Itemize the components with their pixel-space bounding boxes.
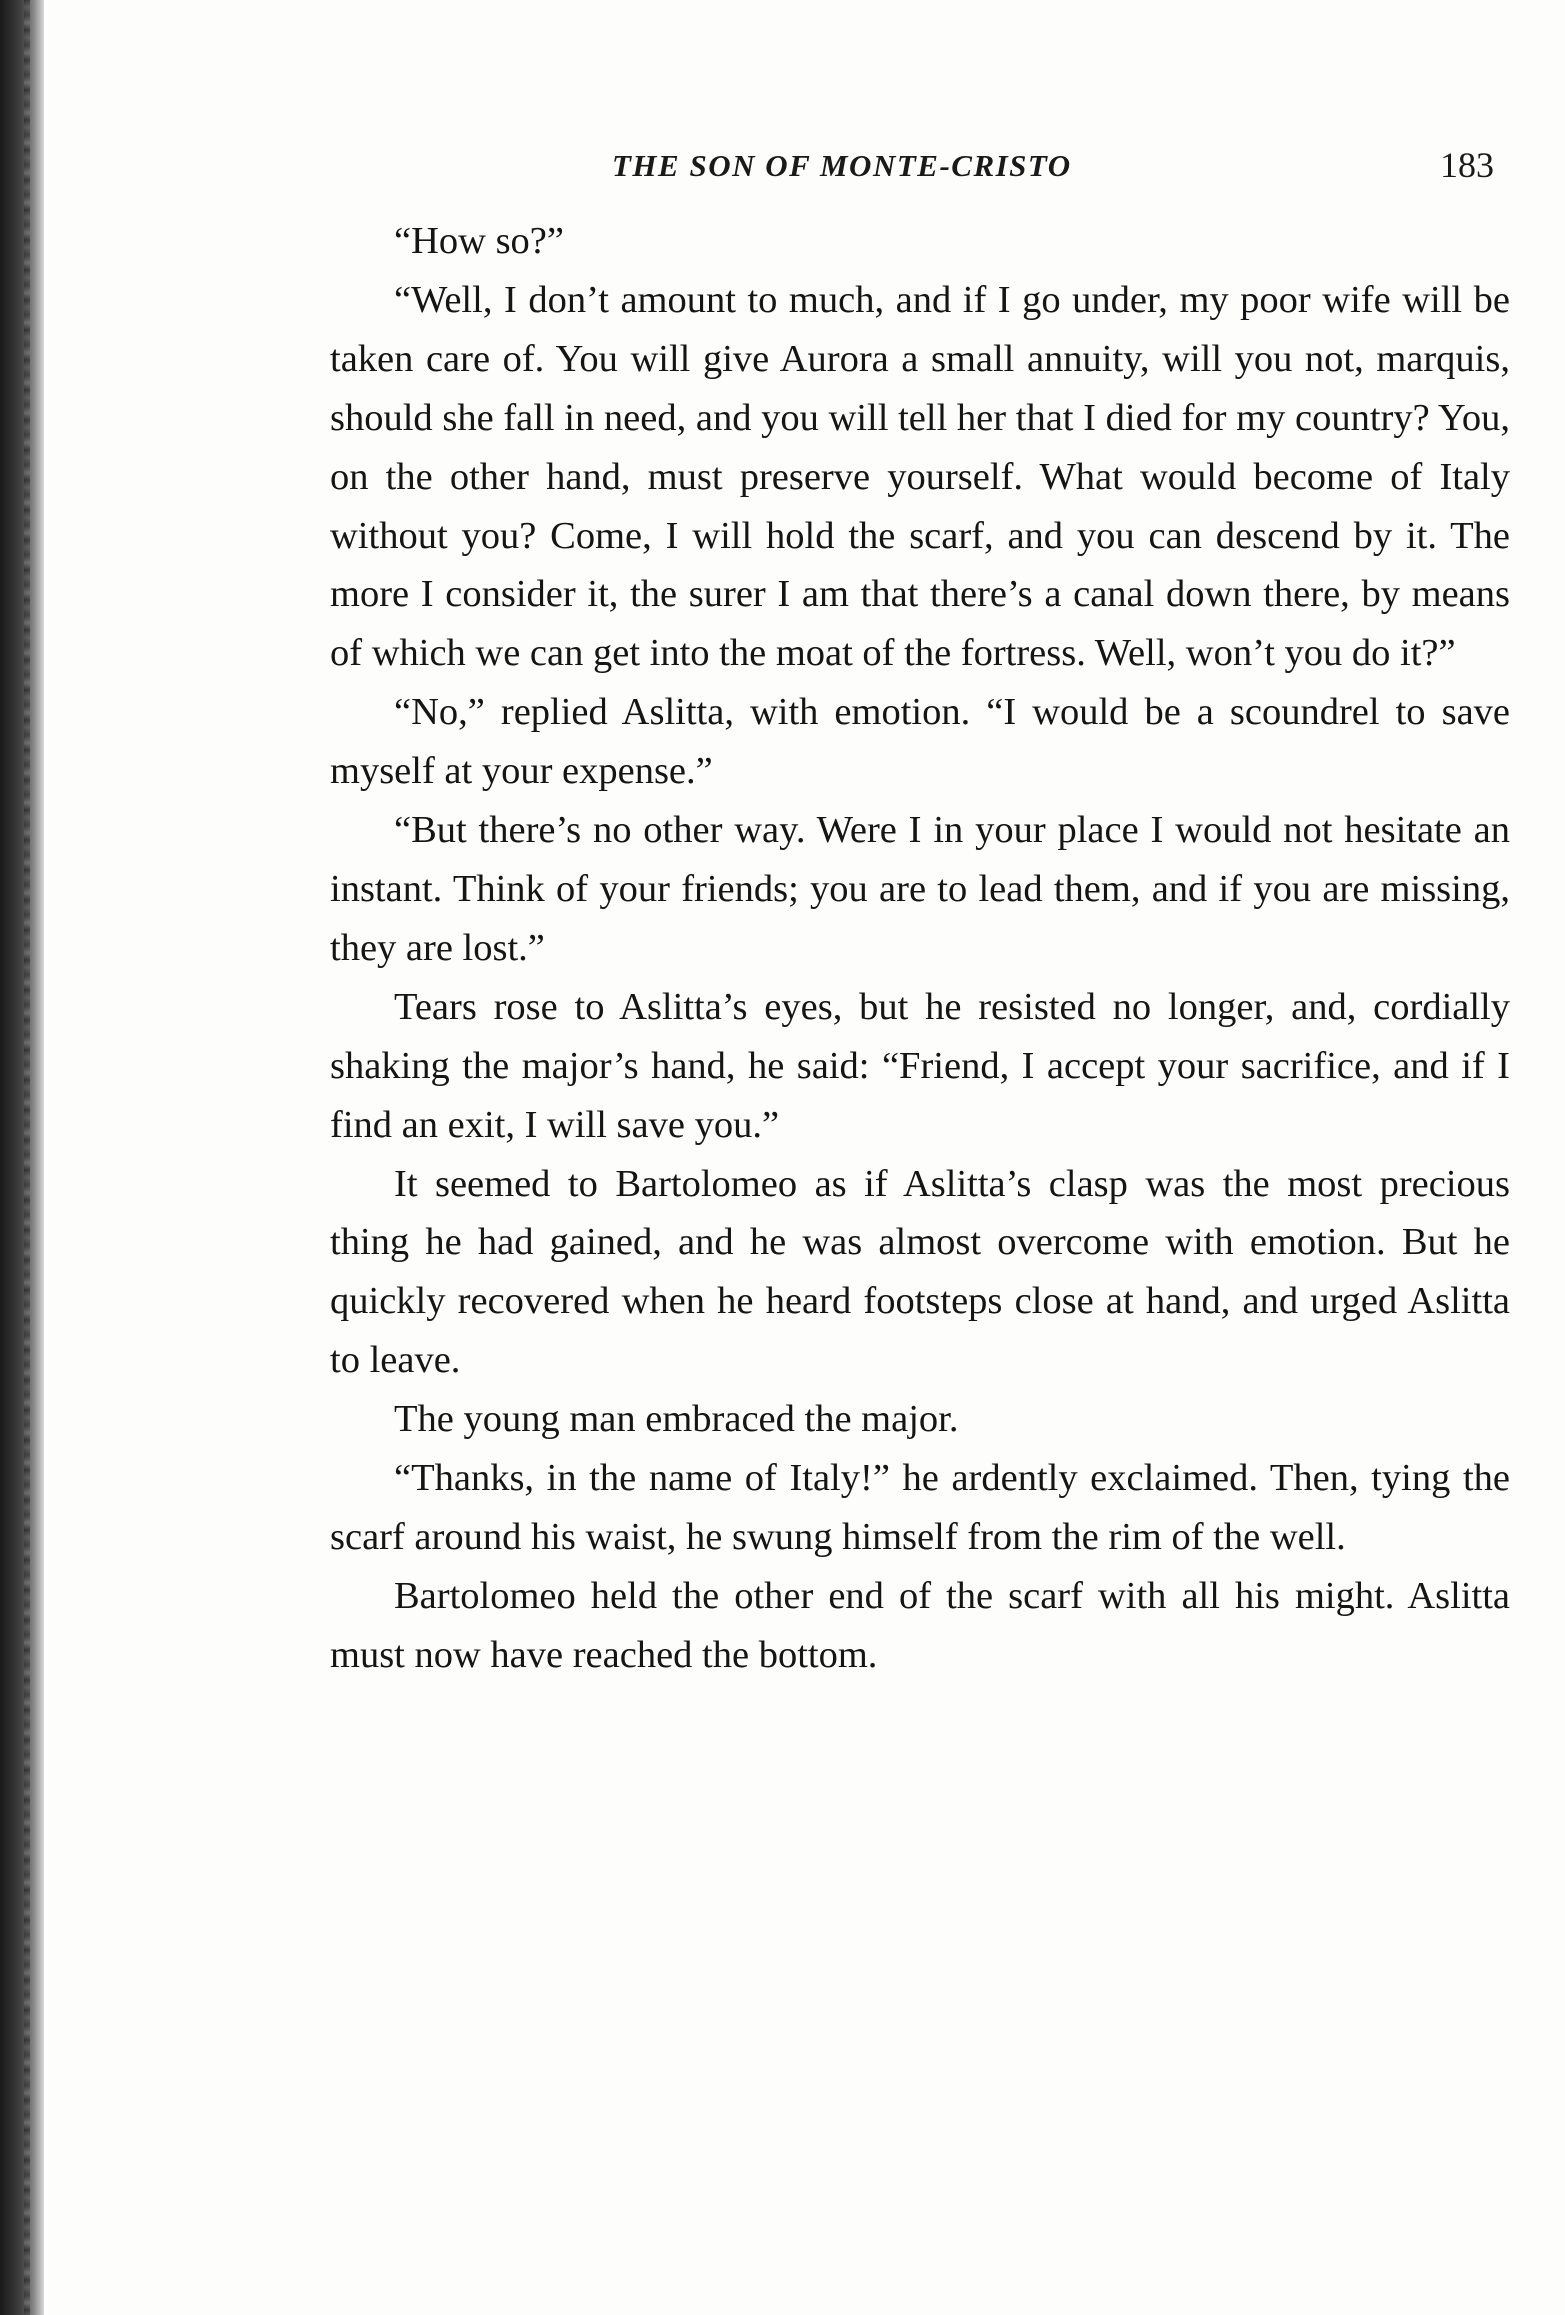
body-text (330, 212, 1510, 1685)
paragraph: “Well, I don’t amount to much, and if I go under, my poor wife will be taken care of. You will give Aurora a small annuity, will you not, marquis, should she fall in need, and you will tell her that I died for my country? You, on the other hand, must preserve yourself. What would become of Italy without you? Come, I will hold the scarf, and you can descend by it. The more I consider it, the surer I am that there’s a canal down there, by means of which we can get into the moat of the fortress. Well, won’t you do it?” (330, 278, 1510, 675)
paragraph: “No,” replied Aslitta, with emotion. “I would be a scoundrel to save myself at your expense.” (330, 691, 1510, 793)
paragraph: Tears rose to Aslitta’s eyes, but he resisted no longer, and, cordially shaking the major’s hand, he said: “Friend, I accept your sacrifice, and if I find an exit, I will save you.” (330, 985, 1510, 1146)
paragraph: The young man embraced the major. (394, 1398, 959, 1441)
page-number: 183 (1440, 145, 1494, 185)
paragraph: Bartolomeo held the other end of the scarf with all his might. Aslitta must now have reached the bottom. (330, 1574, 1510, 1676)
running-title: THE SON OF MONTE-CRISTO (612, 148, 1072, 183)
book-binding-edge (0, 0, 44, 2315)
running-header (330, 145, 1510, 192)
paragraph: It seemed to Bartolomeo as if Aslitta’s clasp was the most precious thing he had gained, and he was almost overcome with emotion. But he quickly recovered when he heard footsteps close at hand, and urged Aslitta to leave. (330, 1162, 1510, 1382)
paragraph: “Thanks, in the name of Italy!” he ardently exclaimed. Then, tying the scarf around his waist, he swung himself from the rim of the well. (330, 1457, 1510, 1558)
paragraph: “How so?” (394, 220, 564, 262)
paragraph: “But there’s no other way. Were I in your place I would not hesitate an instant. Think of your friends; you are to lead them, and if you are missing, they are lost.” (330, 809, 1510, 969)
